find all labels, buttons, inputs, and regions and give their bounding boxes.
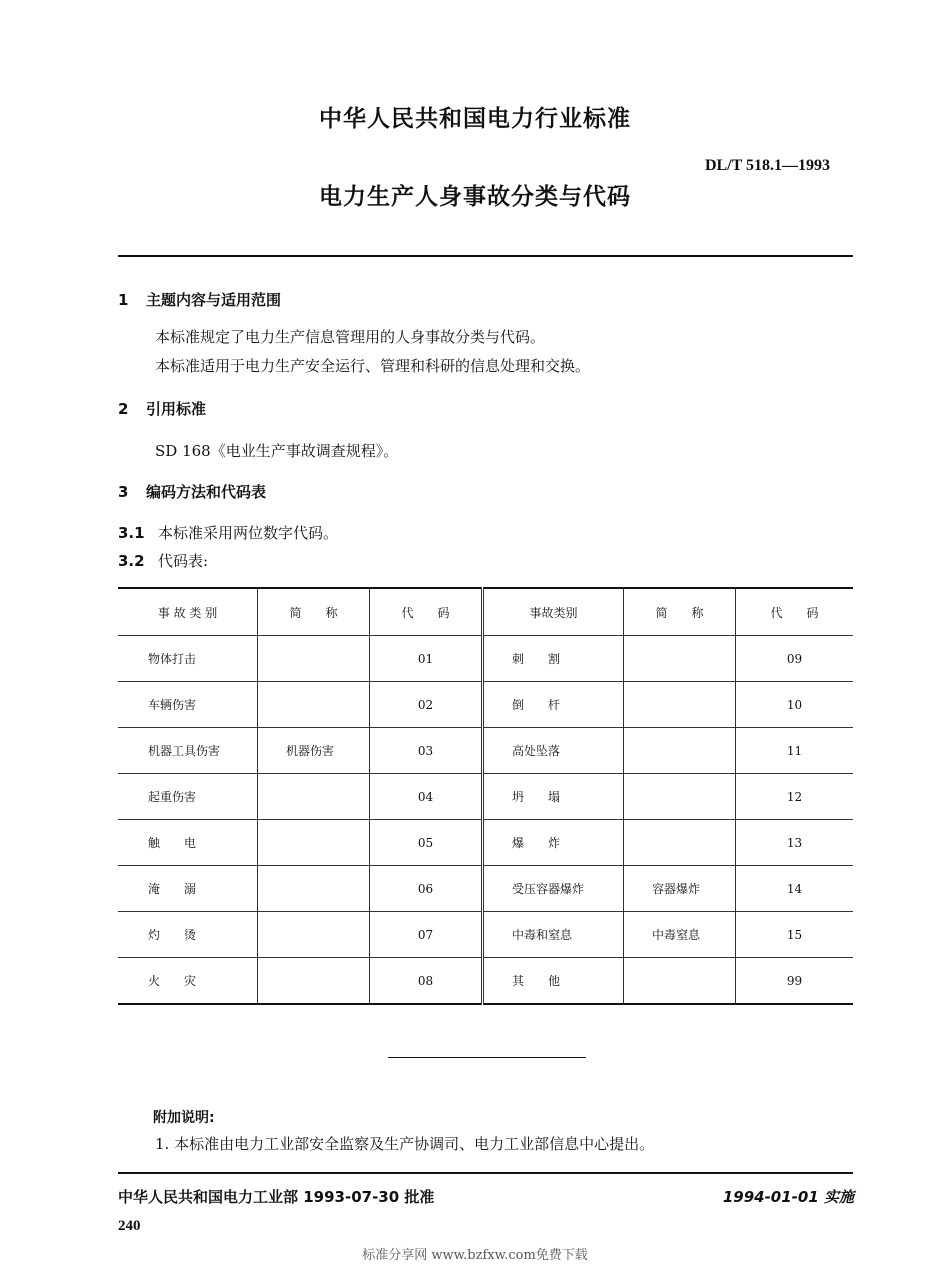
section-1-heading — [118, 289, 281, 310]
table-row — [118, 774, 853, 820]
section-1-paragraph-2: 本标准适用于电力生产安全运行、管理和科研的信息处理和交换。 — [155, 357, 591, 375]
accident-code: 12 — [736, 774, 853, 820]
accident-abbreviation — [624, 774, 736, 820]
accident-abbreviation: 机器伤害 — [258, 728, 370, 774]
accident-code: 06 — [370, 866, 483, 912]
section-2-heading — [118, 398, 206, 419]
standard-code: DL/T 518.1—1993 — [704, 157, 830, 174]
accident-name: 高处坠落 — [483, 728, 624, 774]
section-number: 2 — [118, 400, 129, 418]
accident-code: 10 — [736, 682, 853, 728]
accident-abbreviation — [624, 728, 736, 774]
subsection-number: 3.2 — [118, 552, 145, 570]
section-title: 主题内容与适用范围 — [146, 291, 282, 309]
page-number: 240 — [118, 1218, 141, 1234]
accident-name: 淹 溺 — [118, 866, 258, 912]
accident-abbreviation — [624, 958, 736, 1005]
accident-abbreviation — [624, 636, 736, 682]
section-3-heading — [118, 481, 266, 502]
notes-heading: 附加说明: — [153, 1110, 215, 1126]
subsection-3-2 — [118, 550, 208, 571]
table-header-row — [118, 588, 853, 636]
accident-abbreviation — [624, 820, 736, 866]
accident-code: 09 — [736, 636, 853, 682]
accident-code: 08 — [370, 958, 483, 1005]
table-row — [118, 958, 853, 1005]
accident-name: 爆 炸 — [483, 820, 624, 866]
approval-statement: 中华人民共和国电力工业部 1993-07-30 批准 — [118, 1188, 435, 1206]
table-row — [118, 728, 853, 774]
accident-code: 05 — [370, 820, 483, 866]
table-row — [118, 636, 853, 682]
accident-name: 坍 塌 — [483, 774, 624, 820]
document-title: 电力生产人身事故分类与代码 — [319, 184, 631, 210]
accident-name: 起重伤害 — [118, 774, 258, 820]
accident-name: 灼 烫 — [118, 912, 258, 958]
accident-code: 03 — [370, 728, 483, 774]
accident-code: 99 — [736, 958, 853, 1005]
subsection-text: 代码表: — [158, 552, 209, 570]
table-row — [118, 682, 853, 728]
accident-code: 02 — [370, 682, 483, 728]
accident-name: 受压容器爆炸 — [483, 866, 624, 912]
header-rule — [118, 255, 853, 257]
accident-code: 01 — [370, 636, 483, 682]
section-1-paragraph-1: 本标准规定了电力生产信息管理用的人身事故分类与代码。 — [155, 328, 546, 346]
accident-name: 其 他 — [512, 974, 561, 988]
accident-abbreviation — [258, 820, 370, 866]
accident-name: 机器工具伤害 — [118, 728, 258, 774]
accident-code: 13 — [736, 820, 853, 866]
accident-code: 07 — [370, 912, 483, 958]
subsection-3-1 — [118, 522, 338, 543]
accident-abbreviation — [258, 636, 370, 682]
accident-abbreviation — [258, 866, 370, 912]
table-row — [118, 820, 853, 866]
accident-code: 15 — [736, 912, 853, 958]
section-2-paragraph-1: SD 168《电业生产事故调查规程》。 — [155, 442, 399, 460]
accident-name: 火 灾 — [148, 974, 197, 988]
accident-name: 触 电 — [118, 820, 258, 866]
footer-rule — [118, 1172, 853, 1174]
national-standard-title: 中华人民共和国电力行业标准 — [319, 106, 631, 132]
effective-date: 1994-01-01 实施 — [722, 1188, 854, 1206]
accident-name: 物体打击 — [118, 636, 258, 682]
accident-abbreviation — [258, 958, 370, 1005]
header-abbreviation-right: 简 称 — [624, 588, 736, 636]
header-accident-category-right: 事故类别 — [483, 588, 624, 636]
header-abbreviation-left: 简 称 — [258, 588, 370, 636]
section-number: 3 — [118, 483, 129, 501]
accident-abbreviation — [258, 774, 370, 820]
accident-code: 04 — [370, 774, 483, 820]
header-code-right: 代 码 — [736, 588, 853, 636]
accident-name: 刺 割 — [483, 636, 624, 682]
header-code-left: 代 码 — [370, 588, 483, 636]
accident-abbreviation — [624, 682, 736, 728]
note-1: 1. 本标准由电力工业部安全监察及生产协调司、电力工业部信息中心提出。 — [155, 1135, 655, 1153]
header-accident-category-left: 事 故 类 别 — [118, 588, 258, 636]
accident-name: 倒 杆 — [483, 682, 624, 728]
accident-name: 中毒和窒息 — [483, 912, 624, 958]
accident-code: 14 — [736, 866, 853, 912]
subsection-number: 3.1 — [118, 524, 145, 542]
accident-code: 11 — [736, 728, 853, 774]
watermark-text: 标准分享网 www.bzfxw.com免费下载 — [362, 1248, 588, 1263]
accident-abbreviation — [258, 682, 370, 728]
accident-abbreviation — [258, 912, 370, 958]
table-row — [118, 866, 853, 912]
table-row — [118, 912, 853, 958]
accident-abbreviation: 容器爆炸 — [624, 866, 736, 912]
accident-abbreviation: 中毒窒息 — [624, 912, 736, 958]
end-of-text-rule — [388, 1057, 586, 1058]
section-title: 引用标准 — [146, 400, 207, 418]
section-number: 1 — [118, 291, 129, 309]
accident-name: 车辆伤害 — [118, 682, 258, 728]
accident-code-table — [118, 587, 853, 1005]
section-title: 编码方法和代码表 — [146, 483, 267, 501]
subsection-text: 本标准采用两位数字代码。 — [158, 524, 339, 542]
